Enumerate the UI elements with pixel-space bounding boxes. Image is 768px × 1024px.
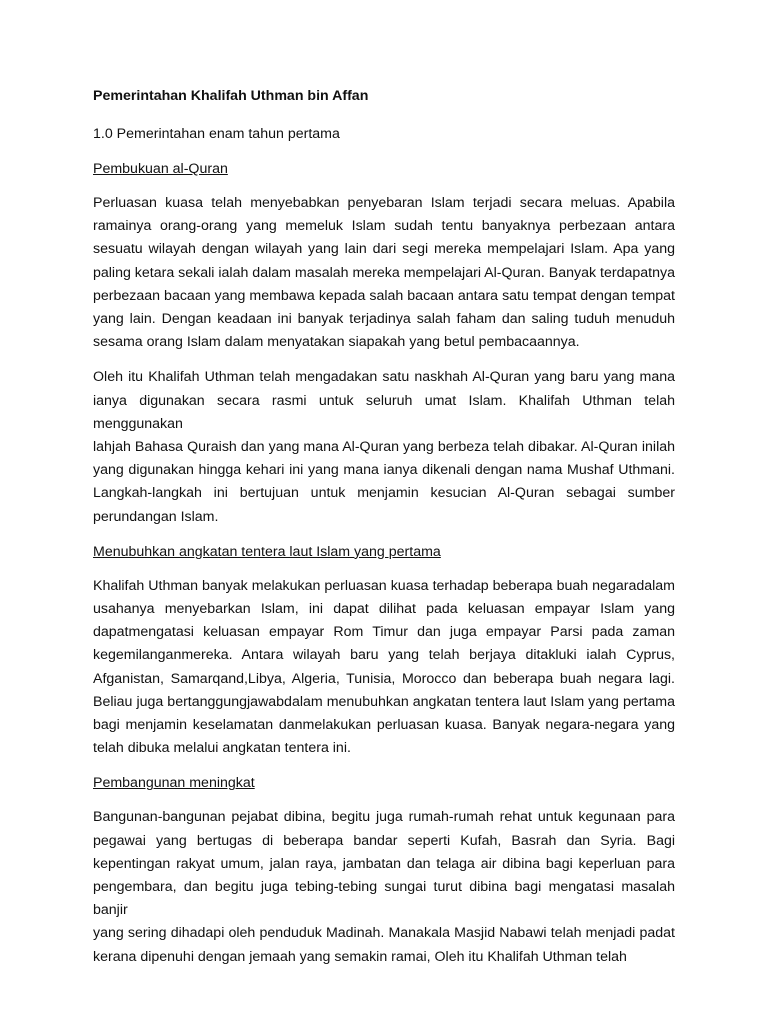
paragraph-line: perundangan Islam. <box>93 508 219 525</box>
paragraph-line: yang digunakan hingga kehari ini yang mana ianya dikenali dengan nama Mushaf Uthmani. <box>93 462 675 479</box>
paragraph-line: Langkah-langkah ini bertujuan untuk menjamin kesucian Al-Quran sebagai sumber <box>93 485 675 502</box>
paragraph-line: telah dibuka melalui angkatan tentera ini. <box>93 740 351 757</box>
paragraph-line: Khalifah Uthman banyak melakukan perluasan kuasa terhadap beberapa buah negaradalam <box>93 577 675 594</box>
paragraph-line: Beliau juga bertanggungjawabdalam menubuhkan angkatan tentera laut Islam yang pertama <box>93 693 675 710</box>
section-heading: Pembangunan meningkat <box>93 775 255 792</box>
paragraph <box>93 575 675 761</box>
paragraph-line: kegemilanganmereka. Antara wilayah baru yang telah berjaya ditakluki ialah Cyprus, <box>93 647 675 664</box>
paragraph-line: usahanya menyebarkan Islam, ini dapat dilihat pada keluasan empayar Islam yang <box>93 601 675 618</box>
paragraph-line: kepentingan rakyat umum, jalan raya, jambatan dan telaga air dibina bagi keperluan para <box>93 855 675 872</box>
paragraph-line: Bangunan-bangunan pejabat dibina, begitu juga rumah-rumah rehat untuk kegunaan para <box>93 809 675 826</box>
paragraph-line: dapatmengatasi keluasan empayar Rom Timur dan juga empayar Parsi pada zaman <box>93 624 675 641</box>
paragraph-line: yang lain. Dengan keadaan ini banyak terjadinya salah faham dan saling tuduh menuduh <box>93 311 675 328</box>
paragraph-line: yang sering dihadapi oleh penduduk Madinah. Manakala Masjid Nabawi telah menjadi padat <box>93 925 675 942</box>
section-heading: Pembukuan al-Quran <box>93 161 228 177</box>
paragraph-line: perbezaan bacaan yang membawa kepada salah bacaan antara satu tempat dengan tempat <box>93 287 675 304</box>
document-title: Pemerintahan Khalifah Uthman bin Affan <box>93 88 369 104</box>
paragraph <box>93 806 675 968</box>
paragraph-line: Perluasan kuasa telah menyebabkan penyebaran Islam terjadi secara meluas. Apabila <box>93 195 675 211</box>
paragraph-line: ramainya orang-orang yang memeluk Islam sudah tentu banyaknya perbezaan antara <box>93 218 675 235</box>
paragraph <box>93 192 675 354</box>
paragraph <box>93 366 675 528</box>
paragraph-line: ianya digunakan secara rasmi untuk seluruh umat Islam. Khalifah Uthman telah menggunakan <box>93 392 675 432</box>
document-body <box>93 158 675 969</box>
paragraph-line: sesuatu wilayah dengan wilayah yang lain dari segi mereka mempelajari Islam. Apa yang <box>93 241 675 258</box>
paragraph-line: sesama orang Islam dalam menyatakan siapakah yang betul pembacaannya. <box>93 334 580 351</box>
section-heading: Menubuhkan angkatan tentera laut Islam yang pertama <box>93 543 441 560</box>
paragraph-line: kerana dipenuhi dengan jemaah yang semakin ramai, Oleh itu Khalifah Uthman telah <box>93 948 627 965</box>
paragraph-line: pengembara, dan begitu juga tebing-tebing sungai turut dibina bagi mengatasi masalah banjir <box>93 879 675 919</box>
paragraph-line: paling ketara sekali ialah dalam masalah mereka mempelajari Al-Quran. Banyak terdapatnya <box>93 264 675 281</box>
paragraph-line: Oleh itu Khalifah Uthman telah mengadakan satu naskhah Al-Quran yang baru yang mana <box>93 369 675 386</box>
paragraph-line: bagi menjamin keselamatan danmelakukan perluasan kuasa. Banyak negara-negara yang <box>93 717 675 734</box>
paragraph-line: Afganistan, Samarqand,Libya, Algeria, Tunisia, Morocco dan beberapa buah negara lagi. <box>93 670 675 687</box>
document-subtitle: 1.0 Pemerintahan enam tahun pertama <box>93 126 340 142</box>
paragraph-line: lahjah Bahasa Quraish dan yang mana Al-Quran yang berbeza telah dibakar. Al-Quran inilah <box>93 439 675 456</box>
paragraph-line: pegawai yang bertugas di beberapa bandar seperti Kufah, Basrah dan Syria. Bagi <box>93 832 675 849</box>
